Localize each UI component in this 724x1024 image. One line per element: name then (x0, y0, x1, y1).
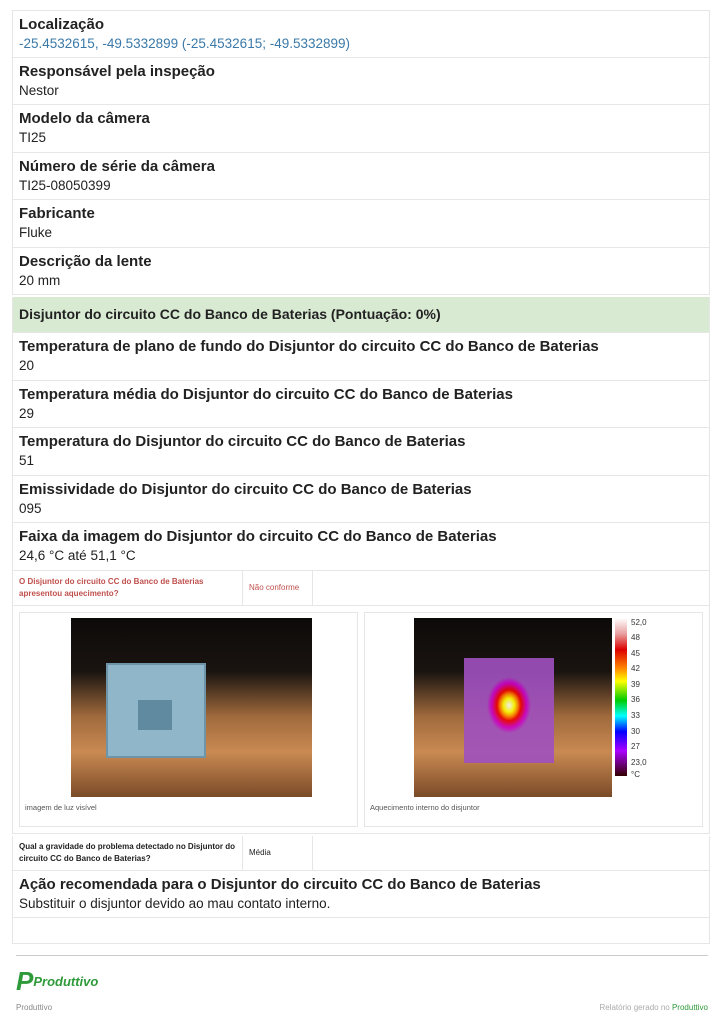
field-value: TI25-08050399 (19, 177, 111, 193)
field-label: Ação recomendada para o Disjuntor do circuito CC do Banco de Baterias (19, 875, 541, 893)
field-recommended-action (12, 871, 710, 919)
info-fields (12, 10, 710, 295)
field-label: Modelo da câmera (19, 110, 150, 127)
field-value: 095 (19, 500, 42, 516)
image-caption: imagem de luz visível (25, 802, 97, 812)
footer-generated (599, 1003, 708, 1012)
tick: 30 (631, 726, 640, 736)
field-value: Nestor (19, 82, 59, 98)
field-label: Emissividade do Disjuntor do circuito CC do Banco de Baterias (19, 480, 472, 498)
visible-light-photo[interactable] (71, 618, 312, 797)
generated-text: Relatório gerado no (599, 1003, 670, 1012)
image-row (12, 606, 710, 834)
tick: 42 (631, 664, 640, 674)
report (12, 10, 710, 944)
field-emissivity (12, 476, 710, 524)
field-label: Localização (19, 16, 105, 33)
section-header: Disjuntor do circuito CC do Banco de Baterias (Pontuação: 0%) (12, 297, 710, 333)
tick: 33 (631, 711, 640, 721)
temperature-scale (615, 618, 627, 776)
field-value: Fluke (19, 225, 53, 240)
produttivo-logo: PProduttivo (16, 966, 99, 996)
location-link[interactable]: -25.4532615, -49.5332899 (-25.4532615; -49.5332899) (19, 36, 351, 51)
field-label: Descrição da lente (19, 252, 152, 270)
field-label: Temperatura média do Disjuntor do circuito CC do Banco de Baterias (19, 385, 513, 403)
field-temp (12, 428, 710, 476)
question-severity (12, 836, 710, 871)
unit: °C (631, 770, 640, 780)
footer-company: Produttivo (16, 1003, 53, 1012)
image-caption: Aquecimento interno do disjuntor (370, 802, 480, 812)
tick: 23,0 (631, 757, 647, 767)
field-label: Responsável pela inspeção (19, 62, 215, 80)
field-image-range (12, 523, 710, 571)
answer-value: Média (243, 836, 313, 870)
visible-image-panel (19, 612, 358, 827)
field-value: 20 mm (19, 272, 61, 288)
field-label: Temperatura do Disjuntor do circuito CC do Banco de Baterias (19, 433, 466, 450)
tick: 36 (631, 695, 640, 705)
question-heating (12, 571, 710, 606)
field-value: Substituir o disjuntor devido ao mau contato interno. (19, 895, 331, 911)
field-label: Número de série da câmera (19, 157, 215, 175)
field-camera-model (12, 105, 710, 153)
question-text: Qual a gravidade do problema detectado no Disjuntor do circuito CC do Banco de Baterias? (13, 836, 243, 870)
field-value: 29 (19, 405, 35, 421)
tick: 39 (631, 679, 640, 689)
field-label: Faixa da imagem do Disjuntor do circuito CC do Banco de Baterias (19, 528, 497, 545)
tick: 52,0 (631, 617, 647, 627)
field-label: Temperatura de plano de fundo do Disjuntor do circuito CC do Banco de Baterias (19, 338, 599, 355)
logo-text: Produttivo (33, 974, 99, 989)
field-location (12, 10, 710, 58)
tick: 45 (631, 648, 640, 658)
breaker-image (106, 663, 206, 758)
tick: 27 (631, 742, 640, 752)
field-background-temp (12, 333, 710, 381)
answer-badge: Não conforme (243, 571, 313, 605)
field-inspector (12, 58, 710, 106)
question-text: O Disjuntor do circuito CC do Banco de Baterias apresentou aquecimento? (13, 571, 243, 605)
empty-row (12, 918, 710, 944)
field-value: 24,6 °C até 51,1 °C (19, 548, 136, 563)
field-value: TI25 (19, 130, 47, 145)
field-label: Fabricante (19, 205, 95, 222)
field-value: 51 (19, 453, 35, 468)
field-avg-temp (12, 381, 710, 429)
field-manufacturer (12, 200, 710, 248)
field-camera-serial (12, 153, 710, 201)
footer-divider (16, 955, 708, 956)
heat-overlay (464, 658, 554, 763)
tick: 48 (631, 633, 640, 643)
thermal-image-panel (364, 612, 703, 827)
field-lens (12, 248, 710, 296)
field-value: 20 (19, 358, 35, 373)
thermal-photo[interactable] (414, 618, 612, 797)
produttivo-link[interactable]: Produttivo (671, 1003, 708, 1012)
scale-ticks (631, 615, 647, 781)
